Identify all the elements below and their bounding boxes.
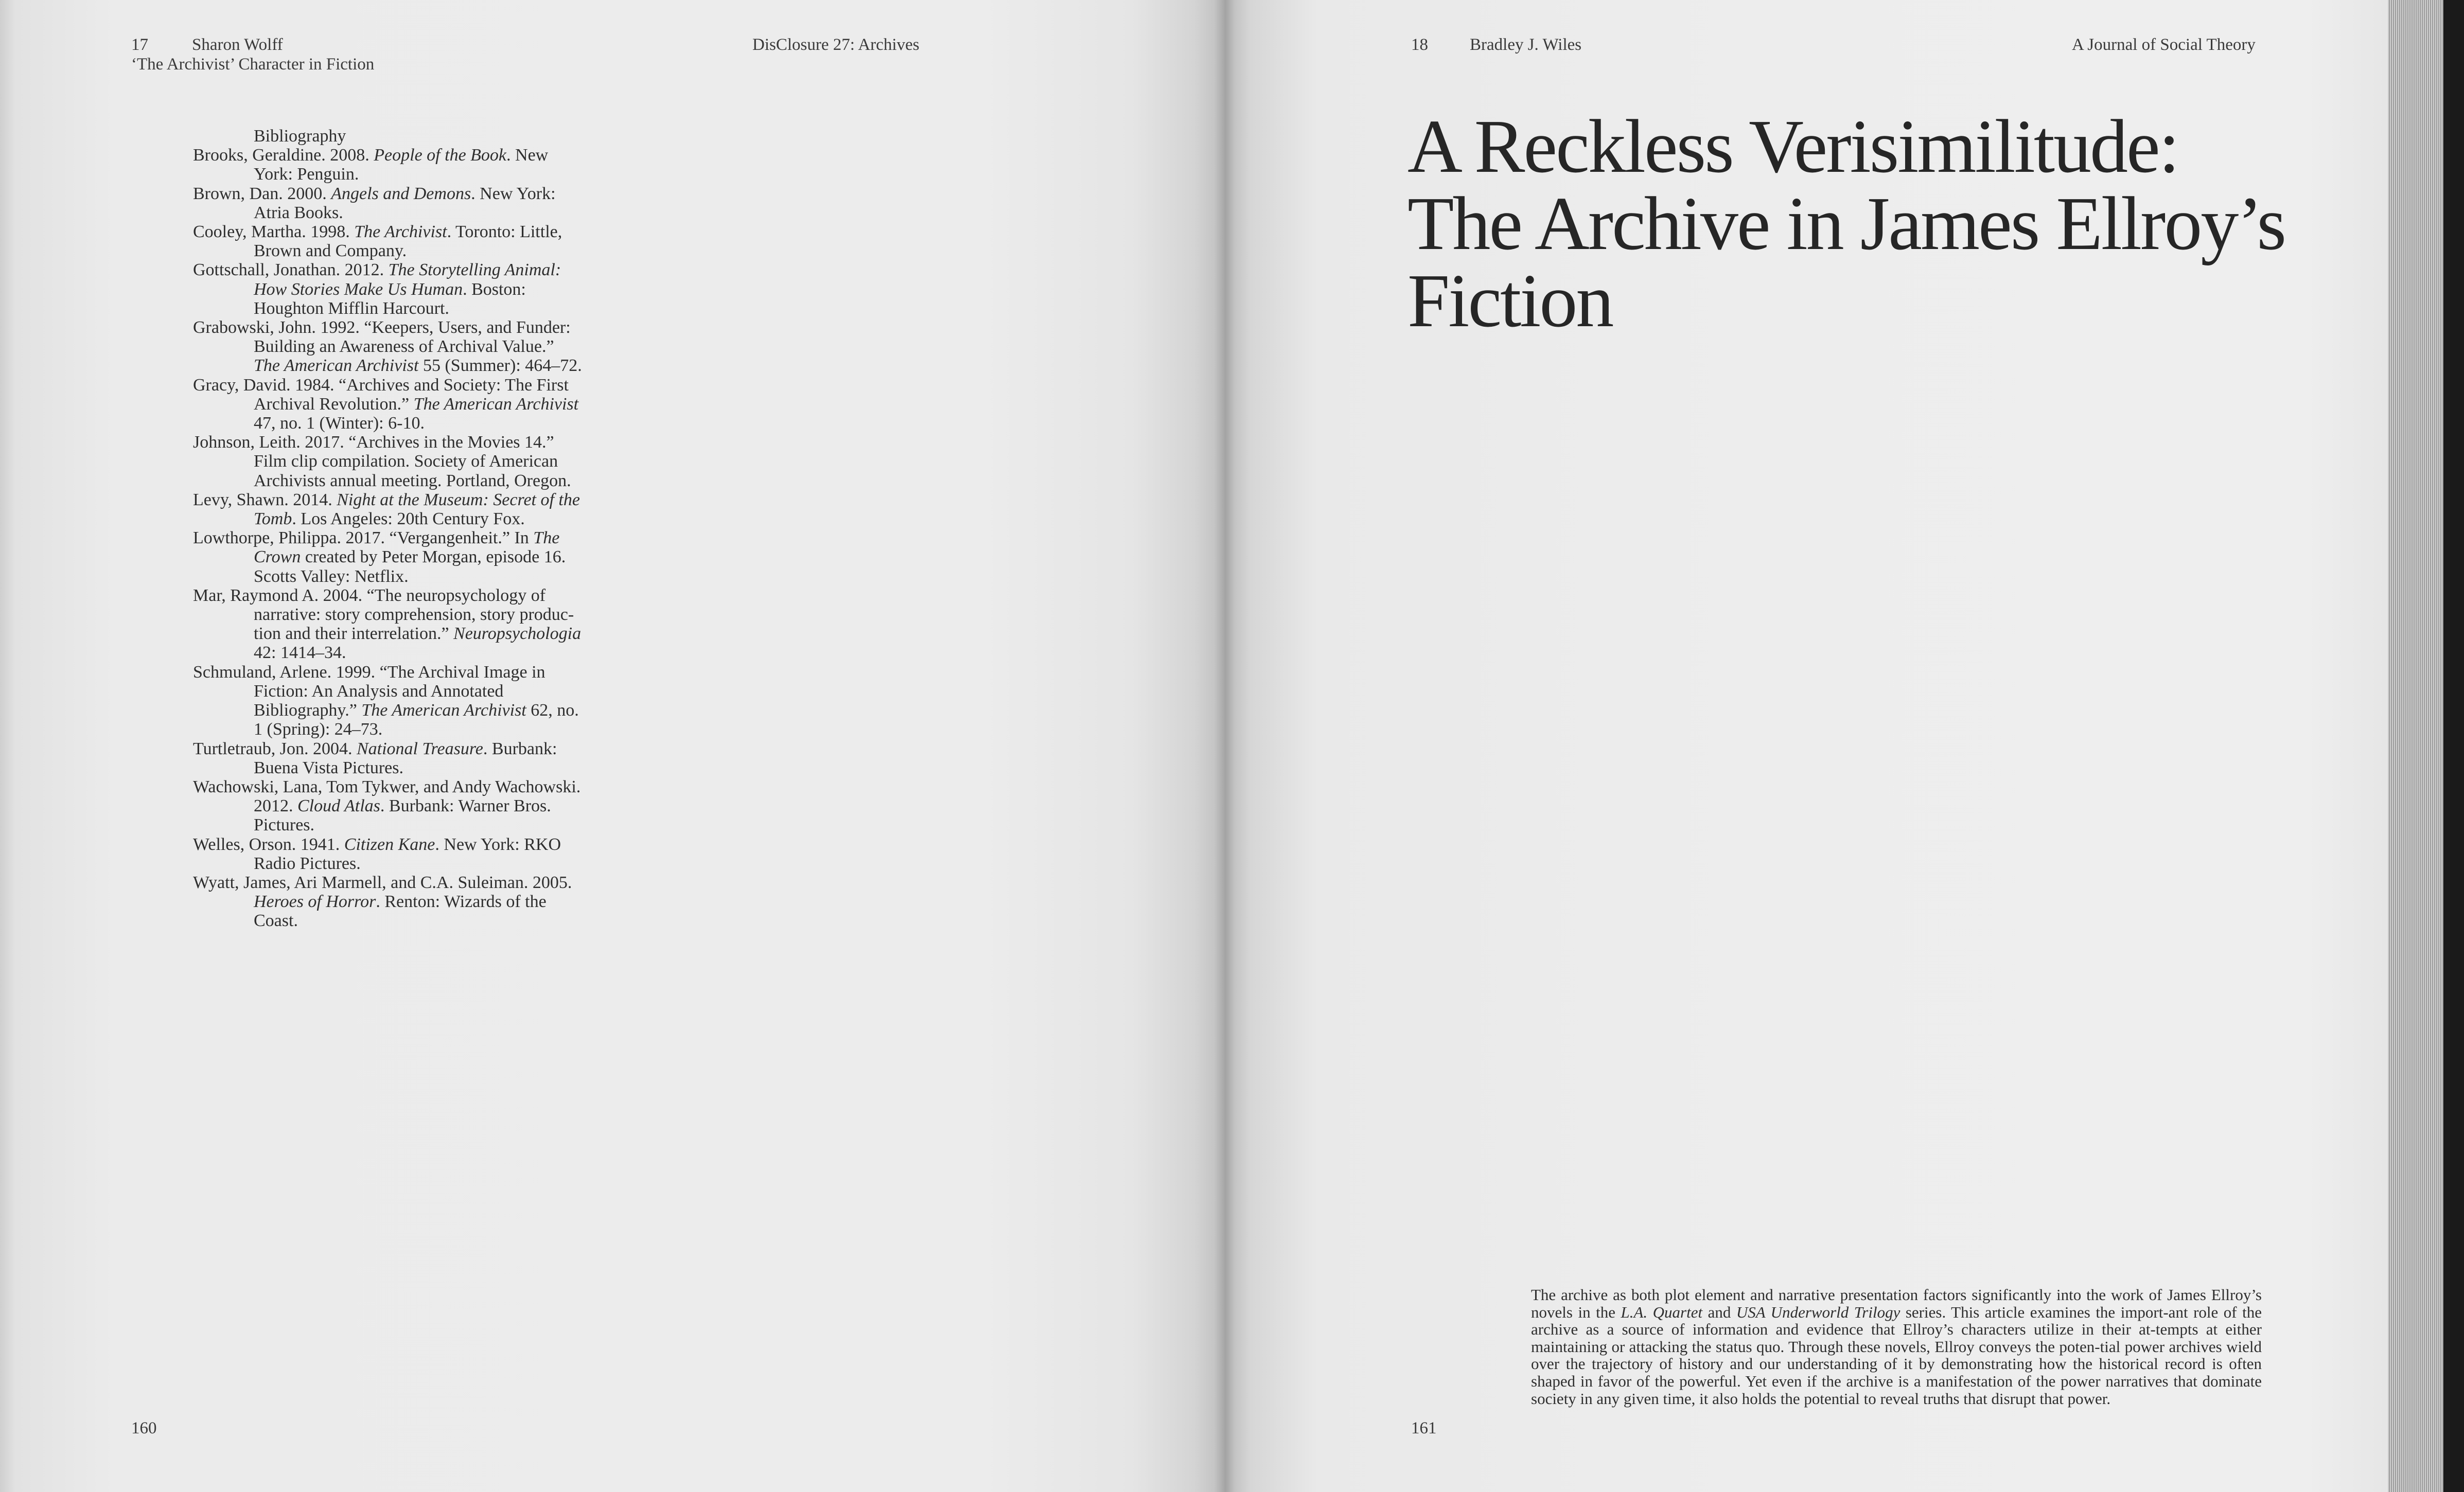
bibliography-entry: [193, 777, 584, 835]
entry-text: . Renton: Wizards of the Coast.: [254, 892, 547, 931]
entry-text: Turtletraub, Jon. 2004.: [193, 739, 357, 758]
entry-text: Wyatt, James, Ari Marmell, and C.A. Suleiman. 2005.: [193, 873, 572, 892]
bibliography-entry: [193, 222, 584, 260]
entry-italic-title: Angels and Demons: [331, 184, 471, 203]
bibliography-entry: [193, 586, 584, 663]
entry-text: . New York: Atria Books.: [254, 184, 556, 222]
bibliography-entry: [193, 739, 584, 777]
title-line: A Reckless Verisimilitude:: [1407, 104, 2178, 189]
bibliography-entry: [193, 528, 584, 586]
bibliography-entry: [193, 873, 584, 931]
entry-text: Levy, Shawn. 2014.: [193, 490, 337, 509]
entry-text: created by Peter Morgan, episode 16. Scotts Valley: Netflix.: [254, 547, 566, 586]
entry-text: Welles, Orson. 1941.: [193, 834, 344, 854]
entry-text: . New York: Penguin.: [254, 146, 549, 184]
bibliography-entry: [193, 184, 584, 222]
abstract-italic: L.A. Quartet: [1621, 1303, 1703, 1321]
article-title: [1407, 104, 2334, 343]
entry-text: Mar, Raymond A. 2004. “The neuropsychology of narrative: story comprehension, story produc-tion and their interrelation.”: [193, 585, 574, 644]
abstract-italic: USA Underworld Trilogy: [1736, 1303, 1900, 1321]
entry-text: . Burbank: Buena Vista Pictures.: [254, 739, 557, 777]
left-running-title: ‘The Archivist’ Character in Fiction: [131, 55, 375, 74]
journal-name: A Journal of Social Theory: [2072, 35, 2256, 54]
bibliography-entry: [193, 260, 584, 318]
abstract-text: and: [1702, 1303, 1736, 1321]
entry-text: Gracy, David. 1984. “Archives and Society: The First Archival Revolution.”: [193, 375, 569, 414]
entry-text: Schmuland, Arlene. 1999. “The Archival Image in Fiction: An Analysis and Annotated Bibliography.”: [193, 662, 545, 720]
entry-italic-title: The Archivist: [354, 222, 447, 242]
right-author: Bradley J. Wiles: [1470, 35, 1582, 54]
title-line: Fiction: [1407, 259, 1613, 343]
entry-text: . Toronto: Little, Brown and Company.: [254, 222, 562, 261]
entry-italic-title: Night at the Museum: Secret of the Tomb: [254, 490, 580, 529]
bibliography-entry: [193, 433, 584, 490]
right-folio: 161: [1411, 1419, 1437, 1437]
bibliography-entry: [193, 490, 584, 528]
left-page-number: 17: [131, 35, 148, 54]
page-edges: [2388, 0, 2464, 1492]
bibliography: [193, 127, 584, 931]
entry-italic-title: Heroes of Horror: [254, 892, 376, 912]
bibliography-entry: [193, 835, 584, 873]
entry-italic-title: The American Archivist: [413, 394, 579, 414]
abstract-text: The archive as both plot element and narrative presentation factors significantly into the work of James Ellroy’s novels in the: [1531, 1286, 2262, 1321]
entry-italic-title: The American Archivist: [254, 356, 419, 376]
entry-text: 55 (Summer): 464–72.: [418, 356, 582, 376]
entry-text: Brooks, Geraldine. 2008.: [193, 146, 374, 165]
title-line: The Archive in James Ellroy’s: [1407, 182, 2285, 266]
entry-text: . Boston: Houghton Mifflin Harcourt.: [254, 279, 526, 318]
left-folio: 160: [131, 1419, 157, 1437]
journal-issue: DisClosure 27: Archives: [752, 35, 920, 54]
entry-italic-title: National Treasure: [356, 739, 483, 758]
entry-text: Grabowski, John. 1992. “Keepers, Users, and Funder: Building an Awareness of Archival Value.”: [193, 318, 571, 357]
entry-text: 47, no. 1 (Winter): 6-10.: [254, 414, 425, 433]
entry-italic-title: Neuropsychologia: [453, 624, 582, 644]
entry-text: Lowthorpe, Philippa. 2017. “Vergangenheit.” In: [193, 528, 534, 548]
bibliography-entry: [193, 663, 584, 739]
book-gutter: [1215, 0, 1235, 1492]
entry-text: Brown, Dan. 2000.: [193, 184, 331, 203]
bibliography-entry: [193, 376, 584, 433]
abstract: [1531, 1286, 2262, 1407]
entry-text: . New York: RKO Radio Pictures.: [254, 834, 561, 873]
bibliography-heading: Bibliography: [254, 127, 346, 146]
entry-text: Cooley, Martha. 1998.: [193, 222, 355, 242]
entry-text: 42: 1414–34.: [254, 643, 346, 663]
bibliography-list: [193, 146, 584, 930]
entry-text: Johnson, Leith. 2017. “Archives in the Movies 14.” Film clip compilation. Society of American Archivists annual meeting. Portland, Oregon.: [193, 433, 571, 490]
entry-italic-title: The American Archivist: [361, 701, 526, 720]
left-author: Sharon Wolff: [192, 35, 283, 54]
left-page: [0, 0, 1225, 1492]
bibliography-entry: [193, 146, 584, 184]
entry-italic-title: The Crown: [254, 528, 560, 567]
abstract-text: series. This article examines the import-ant role of the archive as a source of information and evidence that Ellroy’s characters utilize in their at-tempts at either maintaining or attacking the status quo. Through these novels, Ellroy conveys the poten-tial power archives wield over the trajectory of history and our understanding of it by demonstrating how the historical record is often shaped in favor of the powerful. Yet even if the archive is a manifestation of the power narratives that dominate society in any given time, it also holds the potential to reveal truths that disrupt that power.: [1531, 1303, 2262, 1408]
entry-text: . Los Angeles: 20th Century Fox.: [292, 509, 525, 529]
entry-text: Gottschall, Jonathan. 2012.: [193, 260, 389, 280]
entry-text: . Burbank: Warner Bros. Pictures.: [254, 796, 551, 835]
entry-italic-title: The Storytelling Animal: How Stories Make Us Human: [254, 260, 561, 299]
entry-text: Wachowski, Lana, Tom Tykwer, and Andy Wachowski. 2012.: [193, 777, 581, 816]
bibliography-entry: [193, 318, 584, 376]
entry-italic-title: Cloud Atlas: [297, 796, 380, 816]
entry-text: 62, no. 1 (Spring): 24–73.: [254, 701, 579, 739]
entry-italic-title: People of the Book: [374, 146, 507, 165]
right-page-number: 18: [1411, 35, 1428, 54]
entry-italic-title: Citizen Kane: [344, 834, 435, 854]
